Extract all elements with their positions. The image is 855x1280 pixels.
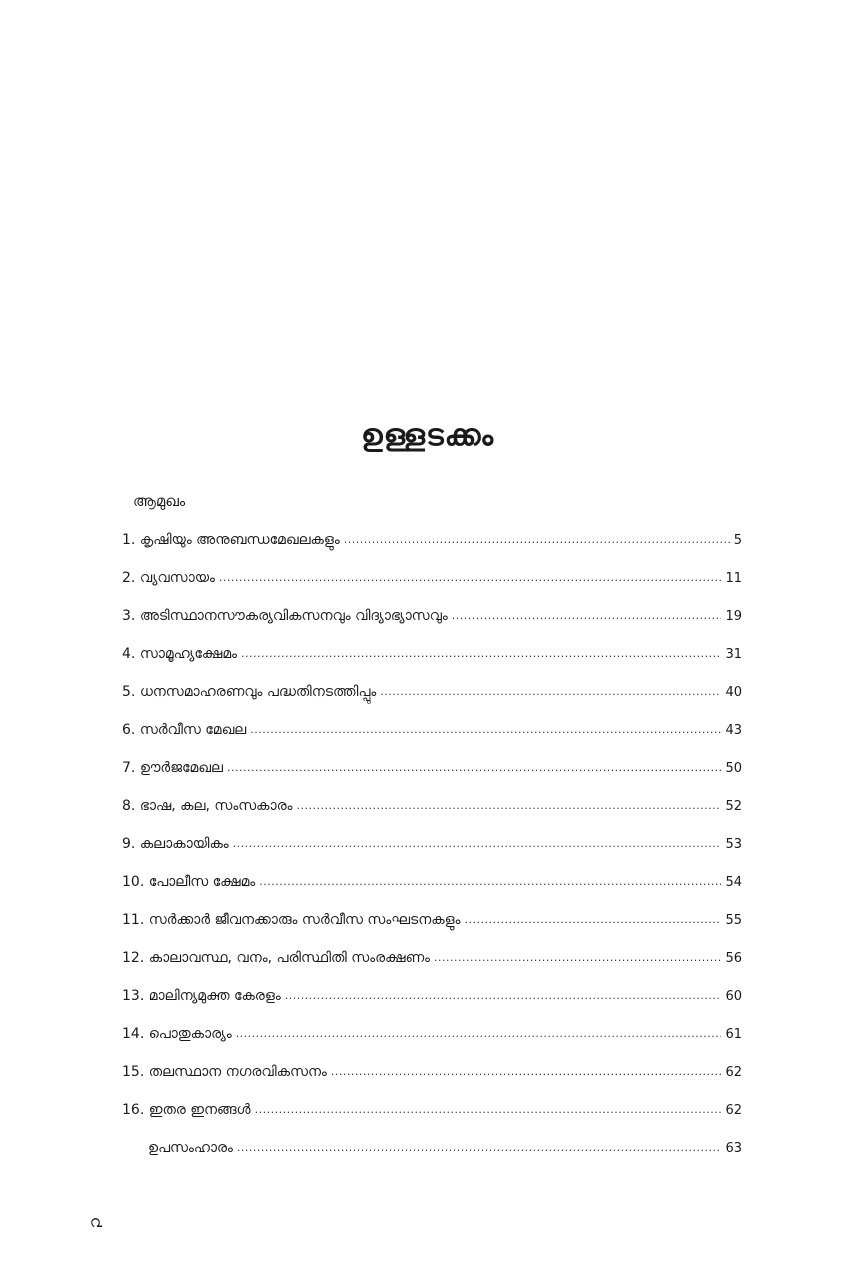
toc-entry-page: 60 [725, 989, 742, 1004]
toc-entry-9[interactable] [122, 836, 742, 874]
dot-leader [380, 683, 721, 699]
toc-entry-page: 31 [725, 647, 742, 662]
toc-entry-page: 43 [725, 723, 742, 738]
toc-entry-page: 53 [725, 837, 742, 852]
toc-entry-6[interactable] [122, 722, 742, 760]
toc-intro: ആമുഖം [133, 492, 186, 510]
toc-entry-12[interactable] [122, 950, 742, 988]
toc-list [122, 532, 742, 1178]
toc-entry-conclusion[interactable] [122, 1140, 742, 1178]
toc-entry-page: 52 [725, 799, 742, 814]
toc-entry-label: കലാകായികം [139, 836, 229, 852]
dot-leader [259, 873, 721, 889]
toc-entry-11[interactable] [122, 912, 742, 950]
toc-entry-number: 4. [122, 646, 136, 662]
toc-entry-number: 6. [122, 722, 136, 738]
dot-leader [434, 949, 721, 965]
toc-entry-4[interactable] [122, 646, 742, 684]
toc-entry-label: ധനസമാഹരണവും പദ്ധതിനടത്തിപ്പും [139, 684, 377, 700]
dot-leader [250, 721, 721, 737]
dot-leader [344, 531, 730, 547]
toc-entry-number: 9. [122, 836, 136, 852]
toc-entry-10[interactable] [122, 874, 742, 912]
dot-leader [255, 1101, 722, 1117]
toc-entry-2[interactable] [122, 570, 742, 608]
toc-entry-page: 50 [725, 761, 742, 776]
toc-entry-13[interactable] [122, 988, 742, 1026]
toc-entry-page: 19 [725, 609, 742, 624]
toc-entry-number: 2. [122, 570, 136, 586]
toc-entry-page: 40 [725, 685, 742, 700]
toc-entry-15[interactable] [122, 1064, 742, 1102]
dot-leader [233, 835, 722, 851]
toc-entry-label: കൃഷിയും അനുബന്ധമേഖലകളും [139, 532, 340, 548]
dot-leader [464, 911, 721, 927]
dot-leader [297, 797, 722, 813]
toc-entry-label: മാലിന്യമുക്ത കേരളം [148, 988, 281, 1004]
toc-entry-label: പൊതുകാര്യം [148, 1026, 232, 1042]
page-number: ൨ [90, 1212, 103, 1231]
toc-entry-label: സർക്കാർ ജീവനക്കാരും സർവീസ സംഘടനകളും [148, 912, 461, 928]
dot-leader [452, 607, 722, 623]
toc-entry-page: 61 [725, 1027, 742, 1042]
toc-entry-label: സർവീസ മേഖല [139, 722, 247, 738]
toc-entry-label: വ്യവസായം [139, 570, 215, 586]
toc-entry-label: പോലീസ ക്ഷേമം [148, 874, 256, 890]
toc-entry-label: ഊർജമേഖല [139, 760, 224, 776]
toc-entry-number: 15. [122, 1064, 145, 1080]
toc-entry-1[interactable] [122, 532, 742, 570]
page-title: ഉള്ളടക്കം [360, 418, 495, 453]
toc-entry-label: അടിസ്ഥാനസൗകര്യവികസനവും വിദ്യാഭ്യാസവും [139, 608, 448, 624]
toc-entry-page: 5 [733, 533, 742, 548]
toc-entry-label: ഭാഷ, കല, സംസകാരം [139, 798, 293, 814]
dot-leader [236, 1025, 722, 1041]
toc-entry-page: 62 [725, 1103, 742, 1118]
toc-entry-7[interactable] [122, 760, 742, 798]
toc-entry-number: 8. [122, 798, 136, 814]
toc-entry-number: 7. [122, 760, 136, 776]
toc-entry-14[interactable] [122, 1026, 742, 1064]
dot-leader [237, 1139, 722, 1155]
toc-entry-number: 10. [122, 874, 145, 890]
toc-entry-label: സാമൂഹ്യക്ഷേമം [139, 646, 238, 662]
toc-entry-number: 11. [122, 912, 145, 928]
dot-leader [227, 759, 721, 775]
toc-entry-8[interactable] [122, 798, 742, 836]
toc-entry-3[interactable] [122, 608, 742, 646]
toc-entry-page: 62 [725, 1065, 742, 1080]
toc-entry-page: 56 [725, 951, 742, 966]
toc-entry-5[interactable] [122, 684, 742, 722]
toc-entry-number: 5. [122, 684, 136, 700]
dot-leader [241, 645, 721, 661]
toc-entry-page: 63 [725, 1141, 742, 1156]
toc-entry-number: 1. [122, 532, 136, 548]
toc-entry-label: തലസ്ഥാന നഗരവികസനം [148, 1064, 327, 1080]
dot-leader [285, 987, 722, 1003]
toc-entry-page: 11 [725, 571, 742, 586]
toc-entry-16[interactable] [122, 1102, 742, 1140]
toc-entry-label: ഉപസംഹാരം [148, 1140, 233, 1156]
toc-entry-page: 54 [725, 875, 742, 890]
dot-leader [219, 569, 722, 585]
toc-entry-number: 13. [122, 988, 145, 1004]
toc-entry-number: 12. [122, 950, 145, 966]
toc-entry-label: കാലാവസ്ഥ, വനം, പരിസ്ഥിതി സംരക്ഷണം [148, 950, 431, 966]
toc-entry-page: 55 [725, 913, 742, 928]
toc-entry-number: 14. [122, 1026, 145, 1042]
toc-entry-number: 3. [122, 608, 136, 624]
toc-entry-number: 16. [122, 1102, 145, 1118]
toc-entry-label: ഇതര ഇനങ്ങൾ [148, 1102, 251, 1118]
dot-leader [331, 1063, 722, 1079]
